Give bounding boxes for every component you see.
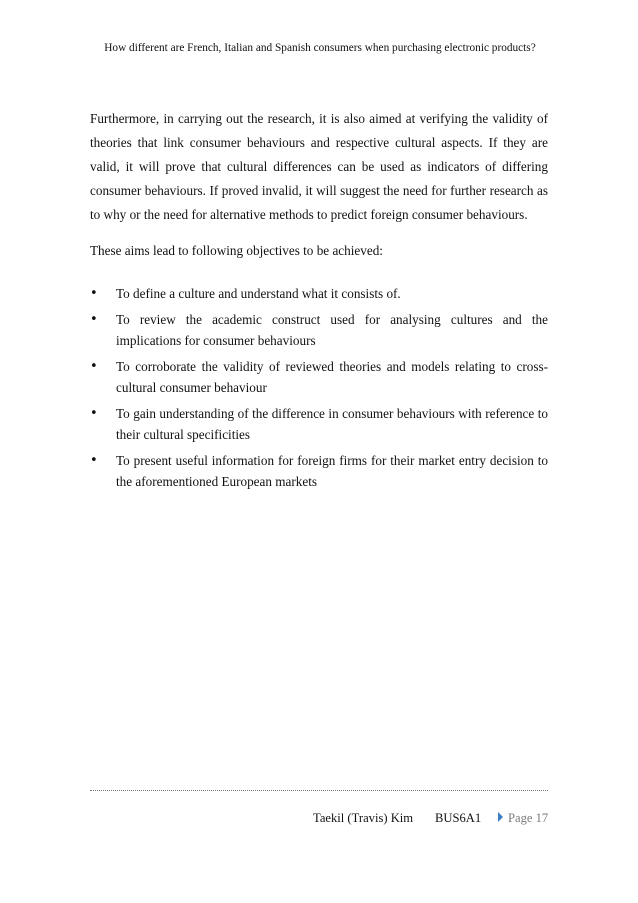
page-footer [90, 809, 548, 827]
running-header: How different are French, Italian and Spanish consumers when purchasing electronic products? [104, 42, 536, 54]
objective-text: To gain understanding of the difference in consumer behaviours with reference to their cultural specificities [116, 406, 548, 442]
bullet-icon: • [90, 406, 98, 421]
list-item [90, 283, 548, 304]
body-text [90, 107, 548, 492]
page-number-label: Page 17 [508, 811, 549, 825]
objectives-list [90, 283, 548, 492]
list-item [90, 356, 548, 398]
footer-author: Taekil (Travis) Kim [313, 811, 414, 825]
list-item [90, 450, 548, 492]
list-item [90, 309, 548, 351]
footer-divider [90, 790, 548, 791]
objective-text: To define a culture and understand what it consists of. [116, 286, 401, 301]
triangle-right-icon [498, 812, 503, 822]
bullet-icon: • [90, 453, 98, 468]
objective-text: To corroborate the validity of reviewed theories and models relating to cross-cultural consumer behaviour [116, 359, 548, 395]
bullet-icon: • [90, 286, 98, 301]
footer-course-code: BUS6A1 [435, 811, 482, 825]
list-item [90, 403, 548, 445]
paragraph-objectives-intro: These aims lead to following objectives to be achieved: [90, 243, 383, 258]
bullet-icon: • [90, 359, 98, 374]
paragraph-research-aims: Furthermore, in carrying out the research, it is also aimed at verifying the validity of theories that link consumer behaviours and respective cultural aspects. If they are valid, it will prove that cultural differences can be used as indicators of differing consumer behaviours. If proved invalid, it will suggest the need for further research as to why or the need for alternative methods to predict foreign consumer behaviours. [90, 111, 548, 222]
footer-page-number [498, 809, 548, 827]
objective-text: To present useful information for foreign firms for their market entry decision to the aforementioned European markets [116, 453, 548, 489]
objective-text: To review the academic construct used for analysing cultures and the implications for consumer behaviours [116, 312, 548, 348]
bullet-icon: • [90, 312, 98, 327]
